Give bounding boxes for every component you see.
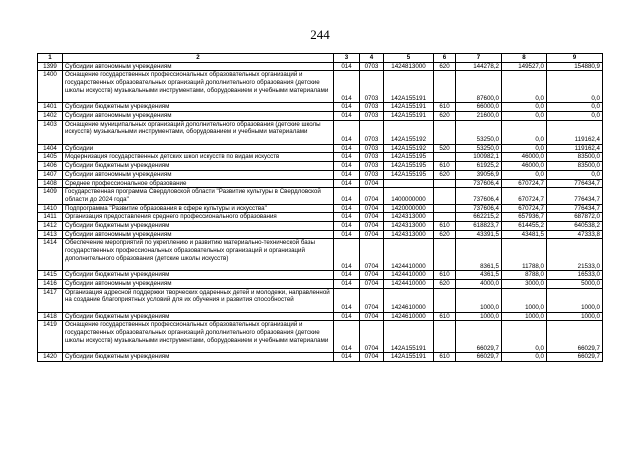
- row-number: 1405: [38, 153, 63, 162]
- code-type: [434, 153, 456, 162]
- code-section: 0703: [360, 170, 384, 179]
- row-number: 1420: [38, 353, 63, 362]
- value-2022: 737606,4: [456, 204, 502, 213]
- code-target: 142A155191: [384, 321, 434, 353]
- budget-table: [37, 53, 603, 362]
- code-section: 0703: [360, 103, 384, 112]
- table-row: [38, 312, 603, 321]
- code-section: 0703: [360, 144, 384, 153]
- value-2022: 66000,0: [456, 103, 502, 112]
- value-2022: 39056,9: [456, 170, 502, 179]
- code-ministry: 014: [334, 312, 360, 321]
- row-number: 1403: [38, 120, 63, 144]
- table-row: [38, 144, 603, 153]
- code-section: 0703: [360, 120, 384, 144]
- row-number: 1399: [38, 62, 63, 71]
- code-type: [434, 288, 456, 312]
- row-description: Субсидии автономным учреждениям: [63, 111, 334, 120]
- row-number: 1404: [38, 144, 63, 153]
- code-section: 0703: [360, 111, 384, 120]
- row-description: Субсидии автономным учреждениям: [63, 279, 334, 288]
- value-2023: 0,0: [502, 111, 547, 120]
- code-type: 620: [434, 230, 456, 239]
- column-header: 9: [547, 54, 603, 63]
- row-number: 1413: [38, 230, 63, 239]
- code-target: 1420000000: [384, 204, 434, 213]
- value-2022: 1000,0: [456, 288, 502, 312]
- code-target: 1424410000: [384, 271, 434, 280]
- code-type: 620: [434, 279, 456, 288]
- value-2024: 776434,7: [547, 179, 603, 188]
- column-header: 2: [63, 54, 334, 63]
- code-type: 610: [434, 312, 456, 321]
- value-2024: 1000,0: [547, 312, 603, 321]
- value-2024: 640538,2: [547, 222, 603, 231]
- row-number: 1412: [38, 222, 63, 231]
- row-number: 1416: [38, 279, 63, 288]
- row-description: Обеспечение мероприятий по укреплению и развитию материально-технической базы государственных профессиональных образовательных организаций и организаций дополнительного образования (детские школы искусств): [63, 239, 334, 271]
- table-row: [38, 204, 603, 213]
- value-2024: 83500,0: [547, 162, 603, 171]
- table-row: [38, 62, 603, 71]
- code-target: 142A155195: [384, 153, 434, 162]
- code-ministry: 014: [334, 162, 360, 171]
- code-ministry: 014: [334, 144, 360, 153]
- code-ministry: 014: [334, 288, 360, 312]
- code-target: 1424313000: [384, 222, 434, 231]
- table-row: [38, 239, 603, 271]
- code-section: 0703: [360, 162, 384, 171]
- code-target: 142A155195: [384, 162, 434, 171]
- row-description: Оснащение государственных профессиональных образовательных организаций и государственных образовательных организаций дополнительного образования (детские школы искусств) музыкальными инструментами, оборудованием и учебными материалами: [63, 71, 334, 103]
- code-target: 1424410000: [384, 239, 434, 271]
- value-2023: 670724,7: [502, 204, 547, 213]
- table-row: [38, 271, 603, 280]
- code-type: [434, 239, 456, 271]
- code-ministry: 014: [334, 204, 360, 213]
- value-2023: 46000,0: [502, 153, 547, 162]
- row-number: 1411: [38, 213, 63, 222]
- value-2022: 4000,0: [456, 279, 502, 288]
- row-description: Модернизация государственных детских школ искусств по видам искусств: [63, 153, 334, 162]
- code-target: 142A155191: [384, 111, 434, 120]
- code-section: 0704: [360, 230, 384, 239]
- row-description: Субсидии автономным учреждениям: [63, 170, 334, 179]
- row-description: Субсидии бюджетным учреждениям: [63, 312, 334, 321]
- value-2023: 0,0: [502, 321, 547, 353]
- code-type: 620: [434, 170, 456, 179]
- value-2023: 670724,7: [502, 188, 547, 204]
- column-header: 7: [456, 54, 502, 63]
- code-ministry: 014: [334, 179, 360, 188]
- value-2022: 4361,5: [456, 271, 502, 280]
- code-ministry: 014: [334, 279, 360, 288]
- value-2023: 0,0: [502, 120, 547, 144]
- value-2023: 1000,0: [502, 312, 547, 321]
- row-number: 1418: [38, 312, 63, 321]
- code-ministry: 014: [334, 222, 360, 231]
- value-2022: 100982,1: [456, 153, 502, 162]
- row-description: Подпрограмма "Развитие образования в сфере культуры и искусства": [63, 204, 334, 213]
- value-2022: 1000,0: [456, 312, 502, 321]
- row-number: 1401: [38, 103, 63, 112]
- value-2022: 21600,0: [456, 111, 502, 120]
- code-target: 142A155192: [384, 144, 434, 153]
- value-2024: 21533,0: [547, 239, 603, 271]
- code-ministry: 014: [334, 120, 360, 144]
- code-type: 610: [434, 222, 456, 231]
- code-type: 610: [434, 271, 456, 280]
- code-type: 610: [434, 103, 456, 112]
- row-description: Организация адресной поддержки творческих одаренных детей и молодежи, направленной на создание благоприятных условий для их обучения и развития способностей: [63, 288, 334, 312]
- code-target: [384, 179, 434, 188]
- page-number: 244: [310, 27, 330, 42]
- value-2022: 8361,5: [456, 239, 502, 271]
- code-target: 1424313000: [384, 230, 434, 239]
- row-number: 1402: [38, 111, 63, 120]
- value-2024: 5000,0: [547, 279, 603, 288]
- code-target: 142A155191: [384, 71, 434, 103]
- value-2022: 737606,4: [456, 188, 502, 204]
- code-section: 0704: [360, 179, 384, 188]
- code-target: 142A155192: [384, 120, 434, 144]
- value-2024: 687872,0: [547, 213, 603, 222]
- row-number: 1409: [38, 188, 63, 204]
- value-2024: 119162,4: [547, 120, 603, 144]
- value-2024: 1000,0: [547, 288, 603, 312]
- value-2024: 0,0: [547, 71, 603, 103]
- code-ministry: 014: [334, 62, 360, 71]
- code-section: 0704: [360, 239, 384, 271]
- value-2024: 83500,0: [547, 153, 603, 162]
- code-section: 0704: [360, 312, 384, 321]
- row-description: Оснащение муниципальных организаций дополнительного образования (детские школы искусств) музыкальными инструментами, оборудованием и учебными материалами: [63, 120, 334, 144]
- table-row: [38, 222, 603, 231]
- value-2022: 737606,4: [456, 179, 502, 188]
- code-target: 1424610000: [384, 312, 434, 321]
- code-target: 142A155195: [384, 170, 434, 179]
- value-2024: 776434,7: [547, 204, 603, 213]
- value-2022: 43391,5: [456, 230, 502, 239]
- code-section: 0704: [360, 288, 384, 312]
- row-number: 1419: [38, 321, 63, 353]
- column-header: 4: [360, 54, 384, 63]
- column-header: 1: [38, 54, 63, 63]
- code-section: 0704: [360, 204, 384, 213]
- value-2023: 43481,5: [502, 230, 547, 239]
- code-ministry: 014: [334, 353, 360, 362]
- code-type: 620: [434, 62, 456, 71]
- table-row: [38, 279, 603, 288]
- column-header: 6: [434, 54, 456, 63]
- code-ministry: 014: [334, 170, 360, 179]
- value-2023: 3000,0: [502, 279, 547, 288]
- value-2022: 66029,7: [456, 321, 502, 353]
- table-row: [38, 103, 603, 112]
- code-ministry: 014: [334, 153, 360, 162]
- value-2023: 0,0: [502, 170, 547, 179]
- value-2022: 87600,0: [456, 71, 502, 103]
- value-2024: 47333,8: [547, 230, 603, 239]
- code-section: 0704: [360, 279, 384, 288]
- code-type: 620: [434, 111, 456, 120]
- row-number: 1417: [38, 288, 63, 312]
- code-section: 0704: [360, 271, 384, 280]
- value-2024: 0,0: [547, 111, 603, 120]
- value-2023: 0,0: [502, 144, 547, 153]
- row-description: Оснащение государственных профессиональных образовательных организаций и государственных образовательных организаций дополнительного образования (детские школы искусств) музыкальными инструментами, оборудованием и учебными материалами: [63, 321, 334, 353]
- code-target: 142A155191: [384, 353, 434, 362]
- value-2024: 16533,0: [547, 271, 603, 280]
- code-section: 0704: [360, 321, 384, 353]
- code-ministry: 014: [334, 111, 360, 120]
- column-header: 3: [334, 54, 360, 63]
- code-type: 610: [434, 353, 456, 362]
- table-row: [38, 288, 603, 312]
- code-target: 1424610000: [384, 288, 434, 312]
- code-ministry: 014: [334, 71, 360, 103]
- value-2023: 46000,0: [502, 162, 547, 171]
- value-2022: 144278,2: [456, 62, 502, 71]
- code-target: 1400000000: [384, 188, 434, 204]
- code-ministry: 014: [334, 103, 360, 112]
- row-number: 1407: [38, 170, 63, 179]
- row-description: Субсидии автономным учреждениям: [63, 230, 334, 239]
- value-2023: 670724,7: [502, 179, 547, 188]
- code-target: 1424813000: [384, 62, 434, 71]
- value-2023: 1000,0: [502, 288, 547, 312]
- row-description: Субсидии автономным учреждениям: [63, 62, 334, 71]
- table-row: [38, 321, 603, 353]
- table-row: [38, 213, 603, 222]
- row-description: Субсидии: [63, 144, 334, 153]
- column-header: 8: [502, 54, 547, 63]
- value-2024: 154880,9: [547, 62, 603, 71]
- header-row: [38, 54, 603, 63]
- row-number: 1415: [38, 271, 63, 280]
- code-ministry: 014: [334, 188, 360, 204]
- value-2024: 66029,7: [547, 353, 603, 362]
- table-row: [38, 111, 603, 120]
- value-2024: 119162,4: [547, 144, 603, 153]
- row-number: 1400: [38, 71, 63, 103]
- row-number: 1408: [38, 179, 63, 188]
- code-section: 0704: [360, 188, 384, 204]
- row-description: Субсидии бюджетным учреждениям: [63, 162, 334, 171]
- code-type: [434, 321, 456, 353]
- code-section: 0703: [360, 62, 384, 71]
- row-number: 1414: [38, 239, 63, 271]
- code-section: 0704: [360, 213, 384, 222]
- table-row: [38, 179, 603, 188]
- value-2024: 66029,7: [547, 321, 603, 353]
- code-target: 142A155191: [384, 103, 434, 112]
- code-section: 0704: [360, 353, 384, 362]
- code-type: 610: [434, 162, 456, 171]
- value-2023: 0,0: [502, 71, 547, 103]
- value-2022: 662215,2: [456, 213, 502, 222]
- code-ministry: 014: [334, 230, 360, 239]
- row-description: Субсидии бюджетным учреждениям: [63, 271, 334, 280]
- value-2023: 657936,7: [502, 213, 547, 222]
- table-row: [38, 153, 603, 162]
- code-type: [434, 71, 456, 103]
- row-description: Субсидии бюджетным учреждениям: [63, 222, 334, 231]
- value-2023: 614455,2: [502, 222, 547, 231]
- value-2023: 0,0: [502, 353, 547, 362]
- code-ministry: 014: [334, 213, 360, 222]
- row-number: 1410: [38, 204, 63, 213]
- code-type: 520: [434, 144, 456, 153]
- code-section: 0703: [360, 153, 384, 162]
- code-target: 1424313000: [384, 213, 434, 222]
- row-description: Субсидии бюджетным учреждениям: [63, 103, 334, 112]
- table-row: [38, 230, 603, 239]
- code-ministry: 014: [334, 321, 360, 353]
- code-type: [434, 179, 456, 188]
- code-type: [434, 213, 456, 222]
- value-2022: 66029,7: [456, 353, 502, 362]
- value-2022: 61925,2: [456, 162, 502, 171]
- value-2024: 0,0: [547, 103, 603, 112]
- code-section: 0703: [360, 71, 384, 103]
- code-type: [434, 204, 456, 213]
- row-description: Среднее профессиональное образование: [63, 179, 334, 188]
- code-type: [434, 120, 456, 144]
- row-number: 1406: [38, 162, 63, 171]
- row-description: Государственная программа Свердловской области "Развитие культуры в Свердловской области до 2024 года": [63, 188, 334, 204]
- table-body: [38, 62, 603, 361]
- value-2023: 149527,0: [502, 62, 547, 71]
- table-row: [38, 71, 603, 103]
- row-description: Организация предоставления среднего профессионального образования: [63, 213, 334, 222]
- column-header: 5: [384, 54, 434, 63]
- code-ministry: 014: [334, 239, 360, 271]
- row-description: Субсидии бюджетным учреждениям: [63, 353, 334, 362]
- value-2022: 618823,7: [456, 222, 502, 231]
- table-row: [38, 170, 603, 179]
- code-target: 1424410000: [384, 279, 434, 288]
- table-row: [38, 120, 603, 144]
- table-row: [38, 188, 603, 204]
- code-ministry: 014: [334, 271, 360, 280]
- value-2023: 11788,0: [502, 239, 547, 271]
- table-row: [38, 353, 603, 362]
- code-type: [434, 188, 456, 204]
- value-2024: 0,0: [547, 170, 603, 179]
- value-2022: 53250,0: [456, 144, 502, 153]
- value-2023: 8788,0: [502, 271, 547, 280]
- value-2023: 0,0: [502, 103, 547, 112]
- value-2022: 53250,0: [456, 120, 502, 144]
- code-section: 0704: [360, 222, 384, 231]
- value-2024: 776434,7: [547, 188, 603, 204]
- table-row: [38, 162, 603, 171]
